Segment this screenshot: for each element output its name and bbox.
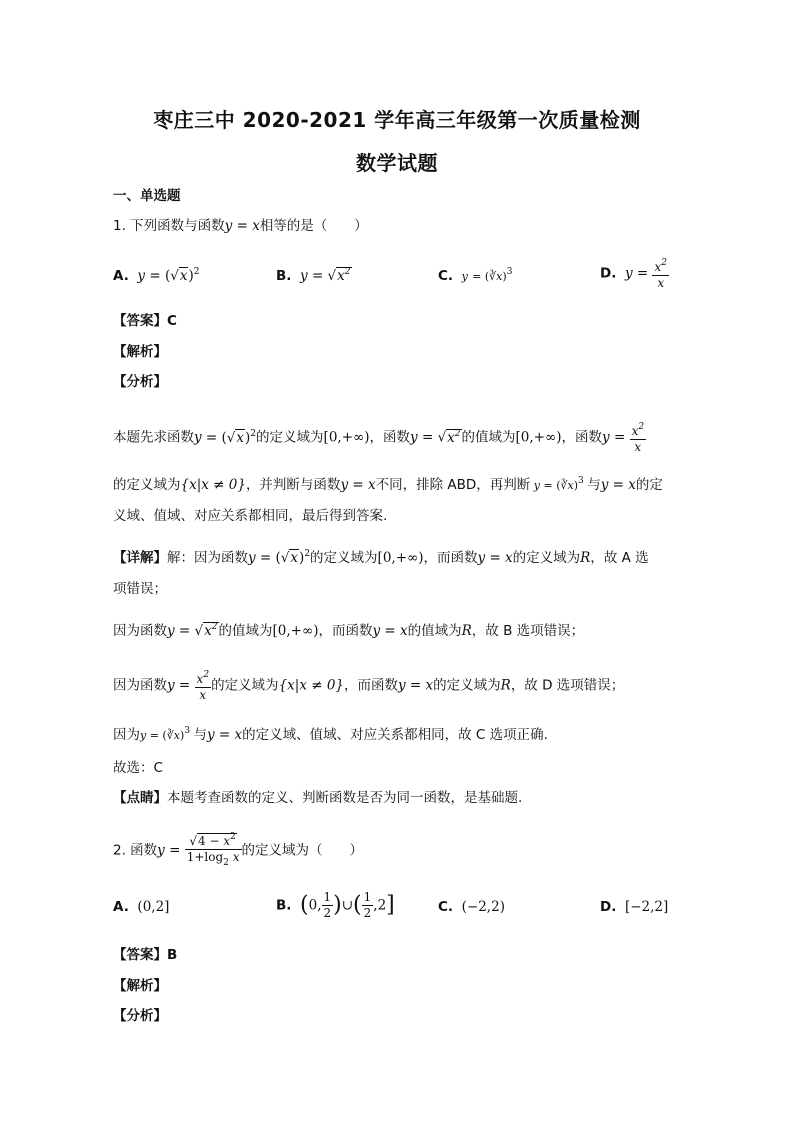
page-title: 枣庄三中 2020-2021 学年高三年级第一次质量检测 xyxy=(153,108,641,132)
q1-analysis-line3: 义域、值域、对应关系都相同，最后得到答案. xyxy=(113,508,388,524)
q1-choose: 故选：C xyxy=(113,760,163,776)
q2-option-a: A. (0,2] xyxy=(113,899,170,915)
q1-detail-line1: 【详解】解：因为函数$y = (√x)^2$的定义域为[0,+∞)，而函数y = x的定义域为R，故 A 选 xyxy=(113,549,649,566)
q1-stem: 1. 下列函数与函数y = x相等的是（ ） xyxy=(113,218,368,234)
q1-analysis-line2: 的定义域为{x|x ≠ 0}，并判断与函数y = x不同，排除 ABD，再判断 y = (∛x)$^3$ 与y = x的定 xyxy=(113,476,663,493)
q1-analysis-line1: 本题先求函数$y = (√x)^2$的定义域为[0,+∞)，函数$y = √x^2$的值域为[0,+∞)，函数y = $\frac{x^2}{x}$ xyxy=(113,422,645,454)
q1-fenxi: 【分析】 xyxy=(113,374,167,390)
q1-jiexi: 【解析】 xyxy=(113,344,167,360)
q2-stem: 2. 函数y = $\frac{√4 - x^2}{1+\log_2 x}$ 的定义域为（ ） xyxy=(113,832,363,868)
q1-option-c: C. y = (∛x)$^3$ xyxy=(438,267,513,284)
page-subtitle: 数学试题 xyxy=(356,151,438,175)
q1-answer: 【答案】C xyxy=(113,313,177,329)
q1-detail-c: 因为y = (∛x)$^3$ 与y = x的定义域、值域、对应关系都相同，故 C 选项正确. xyxy=(113,726,548,743)
q2-answer: 【答案】B xyxy=(113,947,178,963)
q1-detail-line2: 项错误； xyxy=(113,581,167,597)
q1-option-d: D. y = $\frac{x^2}{x}$ xyxy=(600,258,667,290)
q1-detail-d: 因为函数y = $\frac{x^2}{x}$ 的定义域为{x|x ≠ 0}，而函数y = x的定义域为R，故 D 选项错误； xyxy=(113,670,625,702)
q2-fenxi: 【分析】 xyxy=(113,1008,167,1024)
q2-option-d: D. [−2,2] xyxy=(600,899,669,915)
q2-option-c: C. (−2,2) xyxy=(438,899,505,915)
q1-option-a: A. $y = (√x)^2$ xyxy=(113,267,200,284)
q2-jiexi: 【解析】 xyxy=(113,978,167,994)
q1-dianjing: 【点睛】本题考查函数的定义、判断函数是否为同一函数，是基础题. xyxy=(113,790,523,806)
q1-detail-b: 因为函数$y = √x^2$的值域为[0,+∞)，而函数y = x的值域为R，故 B 选项错误； xyxy=(113,622,585,639)
q2-option-b: B. (0, $\frac{1}{2}$ )∪( $\frac{1}{2}$ ,2] xyxy=(276,890,395,920)
section-heading: 一、单选题 xyxy=(113,188,181,204)
q1-option-b: B. $y = √x^2$ xyxy=(276,267,351,284)
